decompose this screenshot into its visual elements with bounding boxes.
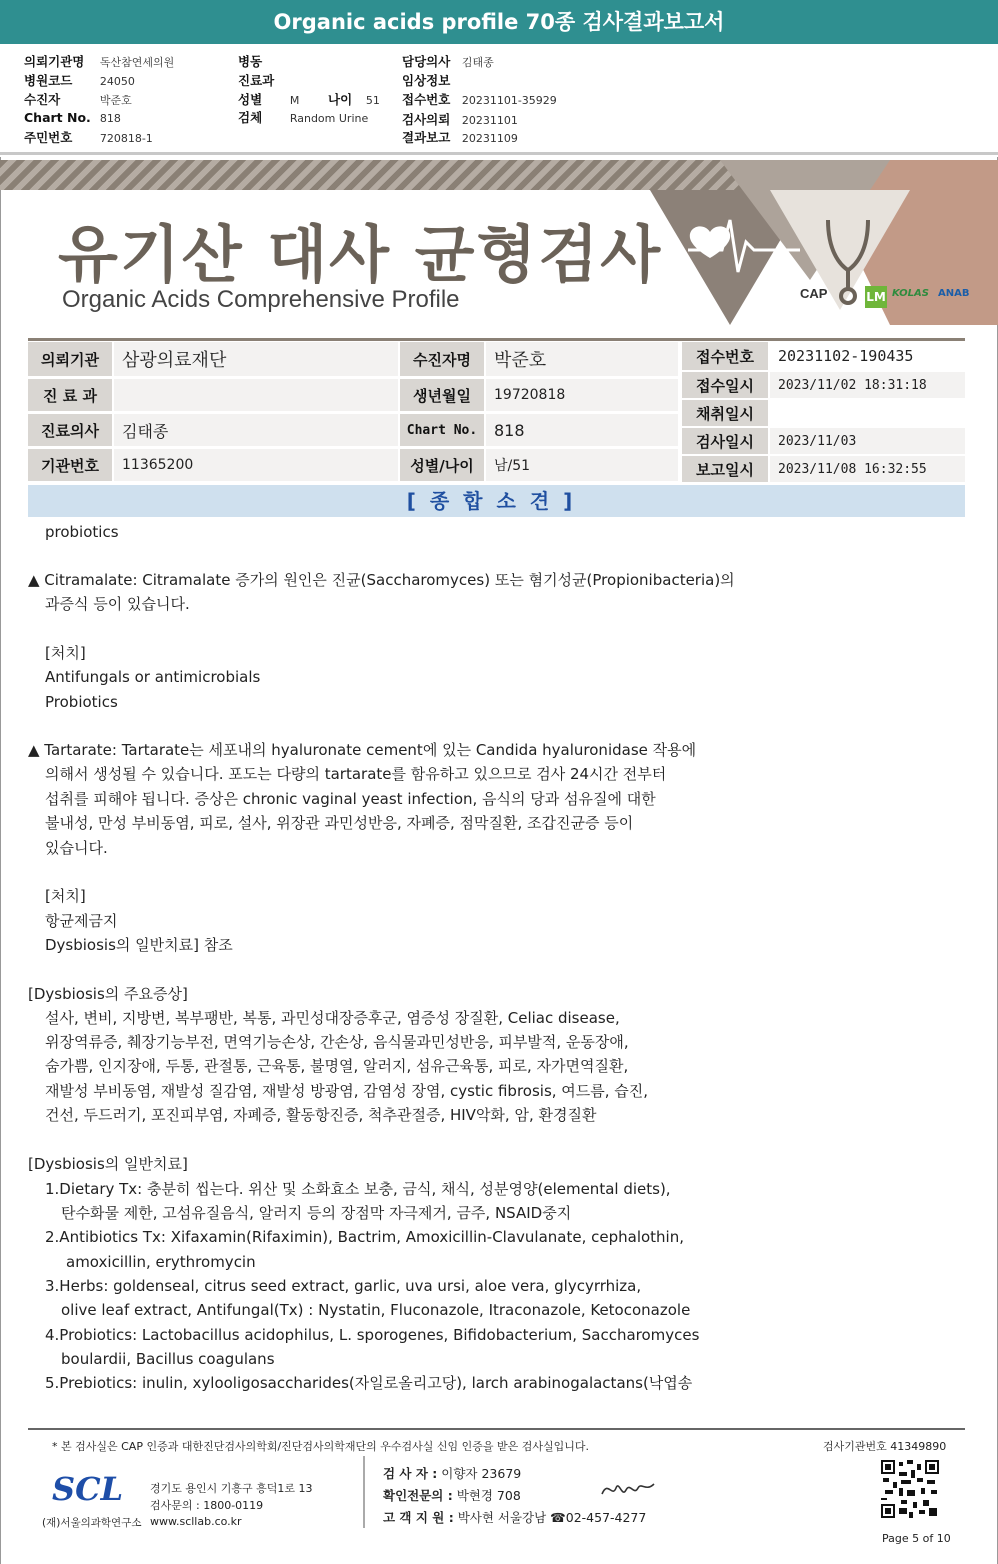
text-line: 숨가쁨, 인지장애, 두통, 관절통, 근육통, 불명열, 알러지, 섬유근육통, 피로, 자가면역질환, — [45, 1057, 629, 1075]
patient-value: 박준호 — [486, 342, 678, 376]
patient-label: 채취일시 — [682, 400, 768, 426]
header-field: 병동 — [238, 54, 263, 69]
patient-label: 의뢰기관 — [28, 342, 112, 376]
text-line: 2.Antibiotics Tx: Xifaxamin(Rifaximin), Bactrim, Amoxicillin-Clavulanate, cephalothin, — [45, 1228, 684, 1246]
certification-note: * 본 검사실은 CAP 인증과 대한진단검사의학회/진단검사의학재단의 우수검사실 신임 인증을 받은 검사실입니다. — [52, 1440, 590, 1453]
cap-logo: CAP — [800, 286, 828, 301]
tester-info: 검 사 자 : 이향자 23679 — [383, 1466, 522, 1481]
text-line: Probiotics — [45, 693, 118, 711]
patient-label: 수진자명 — [400, 342, 484, 376]
text-line: 1.Dietary Tx: 충분히 씹는다. 위산 및 소화효소 보충, 금식, 채식, 성분영양(elemental diets), — [45, 1180, 671, 1198]
report-header-info — [0, 44, 998, 152]
summary-heading: [종합소견] — [28, 485, 965, 517]
signature-icon — [598, 1476, 658, 1504]
patient-info-table — [28, 342, 965, 482]
patient-label: 보고일시 — [682, 456, 768, 482]
patient-value: 20231102-190435 — [770, 342, 965, 370]
patient-label: 진료의사 — [28, 414, 112, 446]
header-field: 나이 51 — [328, 92, 380, 107]
lm-logo: LM — [865, 286, 887, 308]
patient-label: 접수번호 — [682, 342, 768, 370]
text-line: ▲ Citramalate: Citramalate 증가의 원인은 진균(Saccharomyces) 또는 혐기성균(Propionibacteria)의 — [28, 571, 735, 589]
patient-label: 성별/나이 — [400, 449, 484, 481]
text-line: boulardii, Bacillus coagulans — [61, 1350, 275, 1368]
text-line: 있습니다. — [45, 839, 108, 857]
patient-value: 2023/11/08 16:32:55 — [770, 456, 965, 482]
text-line: 5.Prebiotics: inulin, xylooligosaccharides(자일로올리고당), larch arabinogalactans(낙엽송 — [45, 1374, 693, 1392]
patient-value: 11365200 — [114, 449, 398, 481]
text-line: probiotics — [45, 523, 119, 541]
patient-label: 기관번호 — [28, 449, 112, 481]
qr-code-icon — [881, 1460, 939, 1518]
specialist-info: 확인전문의 : 박현경 708 — [383, 1488, 521, 1503]
header-field: 주민번호 720818-1 — [24, 130, 153, 145]
text-line: 의해서 생성될 수 있습니다. 포도는 다량의 tartarate를 함유하고 있으므로 검사 24시간 전부터 — [45, 765, 667, 783]
patient-label: Chart No. — [400, 414, 484, 446]
patient-value: 2023/11/03 — [770, 428, 965, 454]
summary-content — [28, 520, 968, 1420]
header-field: 검체 Random Urine — [238, 110, 369, 125]
text-line: 건선, 두드러기, 포진피부염, 자폐증, 활동항진증, 척추관절증, HIV악화, 암, 환경질환 — [45, 1106, 597, 1124]
header-field: 담당의사 김태종 — [402, 54, 494, 69]
text-line: 4.Probiotics: Lactobacillus acidophilus, L. sporogenes, Bifidobacterium, Saccharomyces — [45, 1326, 700, 1344]
banner-title-en: Organic Acids Comprehensive Profile — [62, 286, 460, 313]
header-field: Chart No. 818 — [24, 110, 121, 125]
header-field: 의뢰기관명 독산참연세의원 — [24, 54, 175, 69]
address: 경기도 용인시 기흥구 흥덕1로 13 — [150, 1482, 313, 1495]
patient-value — [770, 400, 965, 426]
patient-value: 19720818 — [486, 379, 678, 411]
header-divider — [0, 152, 998, 155]
header-field: 성별 M — [238, 92, 300, 107]
patient-value: 2023/11/02 18:31:18 — [770, 372, 965, 398]
header-field: 임상정보 — [402, 73, 451, 88]
report-title: Organic acids profile 70종 검사결과보고서 — [0, 0, 998, 44]
header-field: 결과보고 20231109 — [402, 130, 518, 145]
text-line: 섭취를 피해야 됩니다. 증상은 chronic vaginal yeast infection, 음식의 당과 섬유질에 대한 — [45, 790, 656, 808]
text-line: 과증식 등이 있습니다. — [45, 595, 190, 613]
patient-value: 818 — [486, 414, 678, 446]
header-field: 검사의뢰 20231101 — [402, 112, 518, 127]
patient-value: 남/51 — [486, 449, 678, 481]
text-line: 위장역류증, 췌장기능부전, 면역기능손상, 간손상, 음식물과민성반응, 피부발적, 운동장애, — [45, 1033, 629, 1051]
text-line: [Dysbiosis의 일반치료] — [28, 1155, 188, 1173]
footer-divider — [28, 1428, 965, 1430]
banner-title-kr: 유기산 대사 균형검사 — [58, 218, 663, 291]
website-link[interactable]: www.scllab.co.kr — [150, 1515, 242, 1528]
text-line: Antifungals or antimicrobials — [45, 668, 261, 686]
text-line: 설사, 변비, 지방변, 복부팽반, 복통, 과민성대장증후군, 염증성 장질환, Celiac disease, — [45, 1009, 620, 1027]
text-line: [Dysbiosis의 주요증상] — [28, 985, 188, 1003]
text-line: 불내성, 만성 부비동염, 피로, 설사, 위장관 과민성반응, 자폐증, 점막질환, 조갑진균증 등이 — [45, 814, 634, 832]
patient-value: 김태종 — [114, 414, 398, 446]
text-line: olive leaf extract, Antifungal(Tx) : Nystatin, Fluconazole, Itraconazole, Ketoconazole — [61, 1301, 691, 1319]
text-line: [처치] — [45, 644, 86, 662]
patient-label: 진 료 과 — [28, 379, 112, 411]
institution-code: 검사기관번호 41349890 — [823, 1440, 947, 1453]
inquiry-phone: 검사문의 : 1800-0119 — [150, 1499, 264, 1512]
scl-logo: SCL — [52, 1470, 124, 1508]
text-line: 탄수화물 제한, 고섬유질음식, 알러지 등의 장점막 자극제거, 금주, NSAID중지 — [61, 1204, 572, 1222]
page-number: Page 5 of 10 — [882, 1532, 951, 1545]
patient-label: 검사일시 — [682, 428, 768, 454]
text-line: [처치] — [45, 887, 86, 905]
organization-name: (재)서울의과학연구소 — [42, 1517, 142, 1529]
footer-separator — [363, 1456, 365, 1528]
patient-value — [114, 379, 398, 411]
header-field: 병원코드 24050 — [24, 73, 135, 88]
text-line: 3.Herbs: goldenseal, citrus seed extract, garlic, uva ursi, aloe vera, glycyrrhiza, — [45, 1277, 642, 1295]
patient-label: 생년월일 — [400, 379, 484, 411]
support-info: 고 객 지 원 : 박사현 서울강남 ☎02-457-4277 — [383, 1510, 647, 1525]
anab-logo: ANAB — [938, 288, 970, 299]
text-line: ▲ Tartarate: Tartarate는 세포내의 hyaluronate cement에 있는 Candida hyaluronidase 작용에 — [28, 741, 697, 759]
text-line: 재발성 부비동염, 재발성 질감염, 재발성 방광염, 감염성 장염, cystic fibrosis, 여드름, 습진, — [45, 1082, 649, 1100]
header-field: 접수번호 20231101-35929 — [402, 92, 557, 107]
patient-value: 삼광의료재단 — [114, 342, 398, 376]
kolas-logo: KOLAS — [892, 288, 929, 299]
header-field: 진료과 — [238, 73, 275, 88]
text-line: 항균제금지 — [45, 912, 118, 930]
patient-label: 접수일시 — [682, 372, 768, 398]
patient-table-top-border — [28, 338, 965, 341]
header-field: 수진자 박준호 — [24, 92, 132, 107]
text-line: amoxicillin, erythromycin — [66, 1253, 256, 1271]
text-line: Dysbiosis의 일반치료] 참조 — [45, 936, 233, 954]
